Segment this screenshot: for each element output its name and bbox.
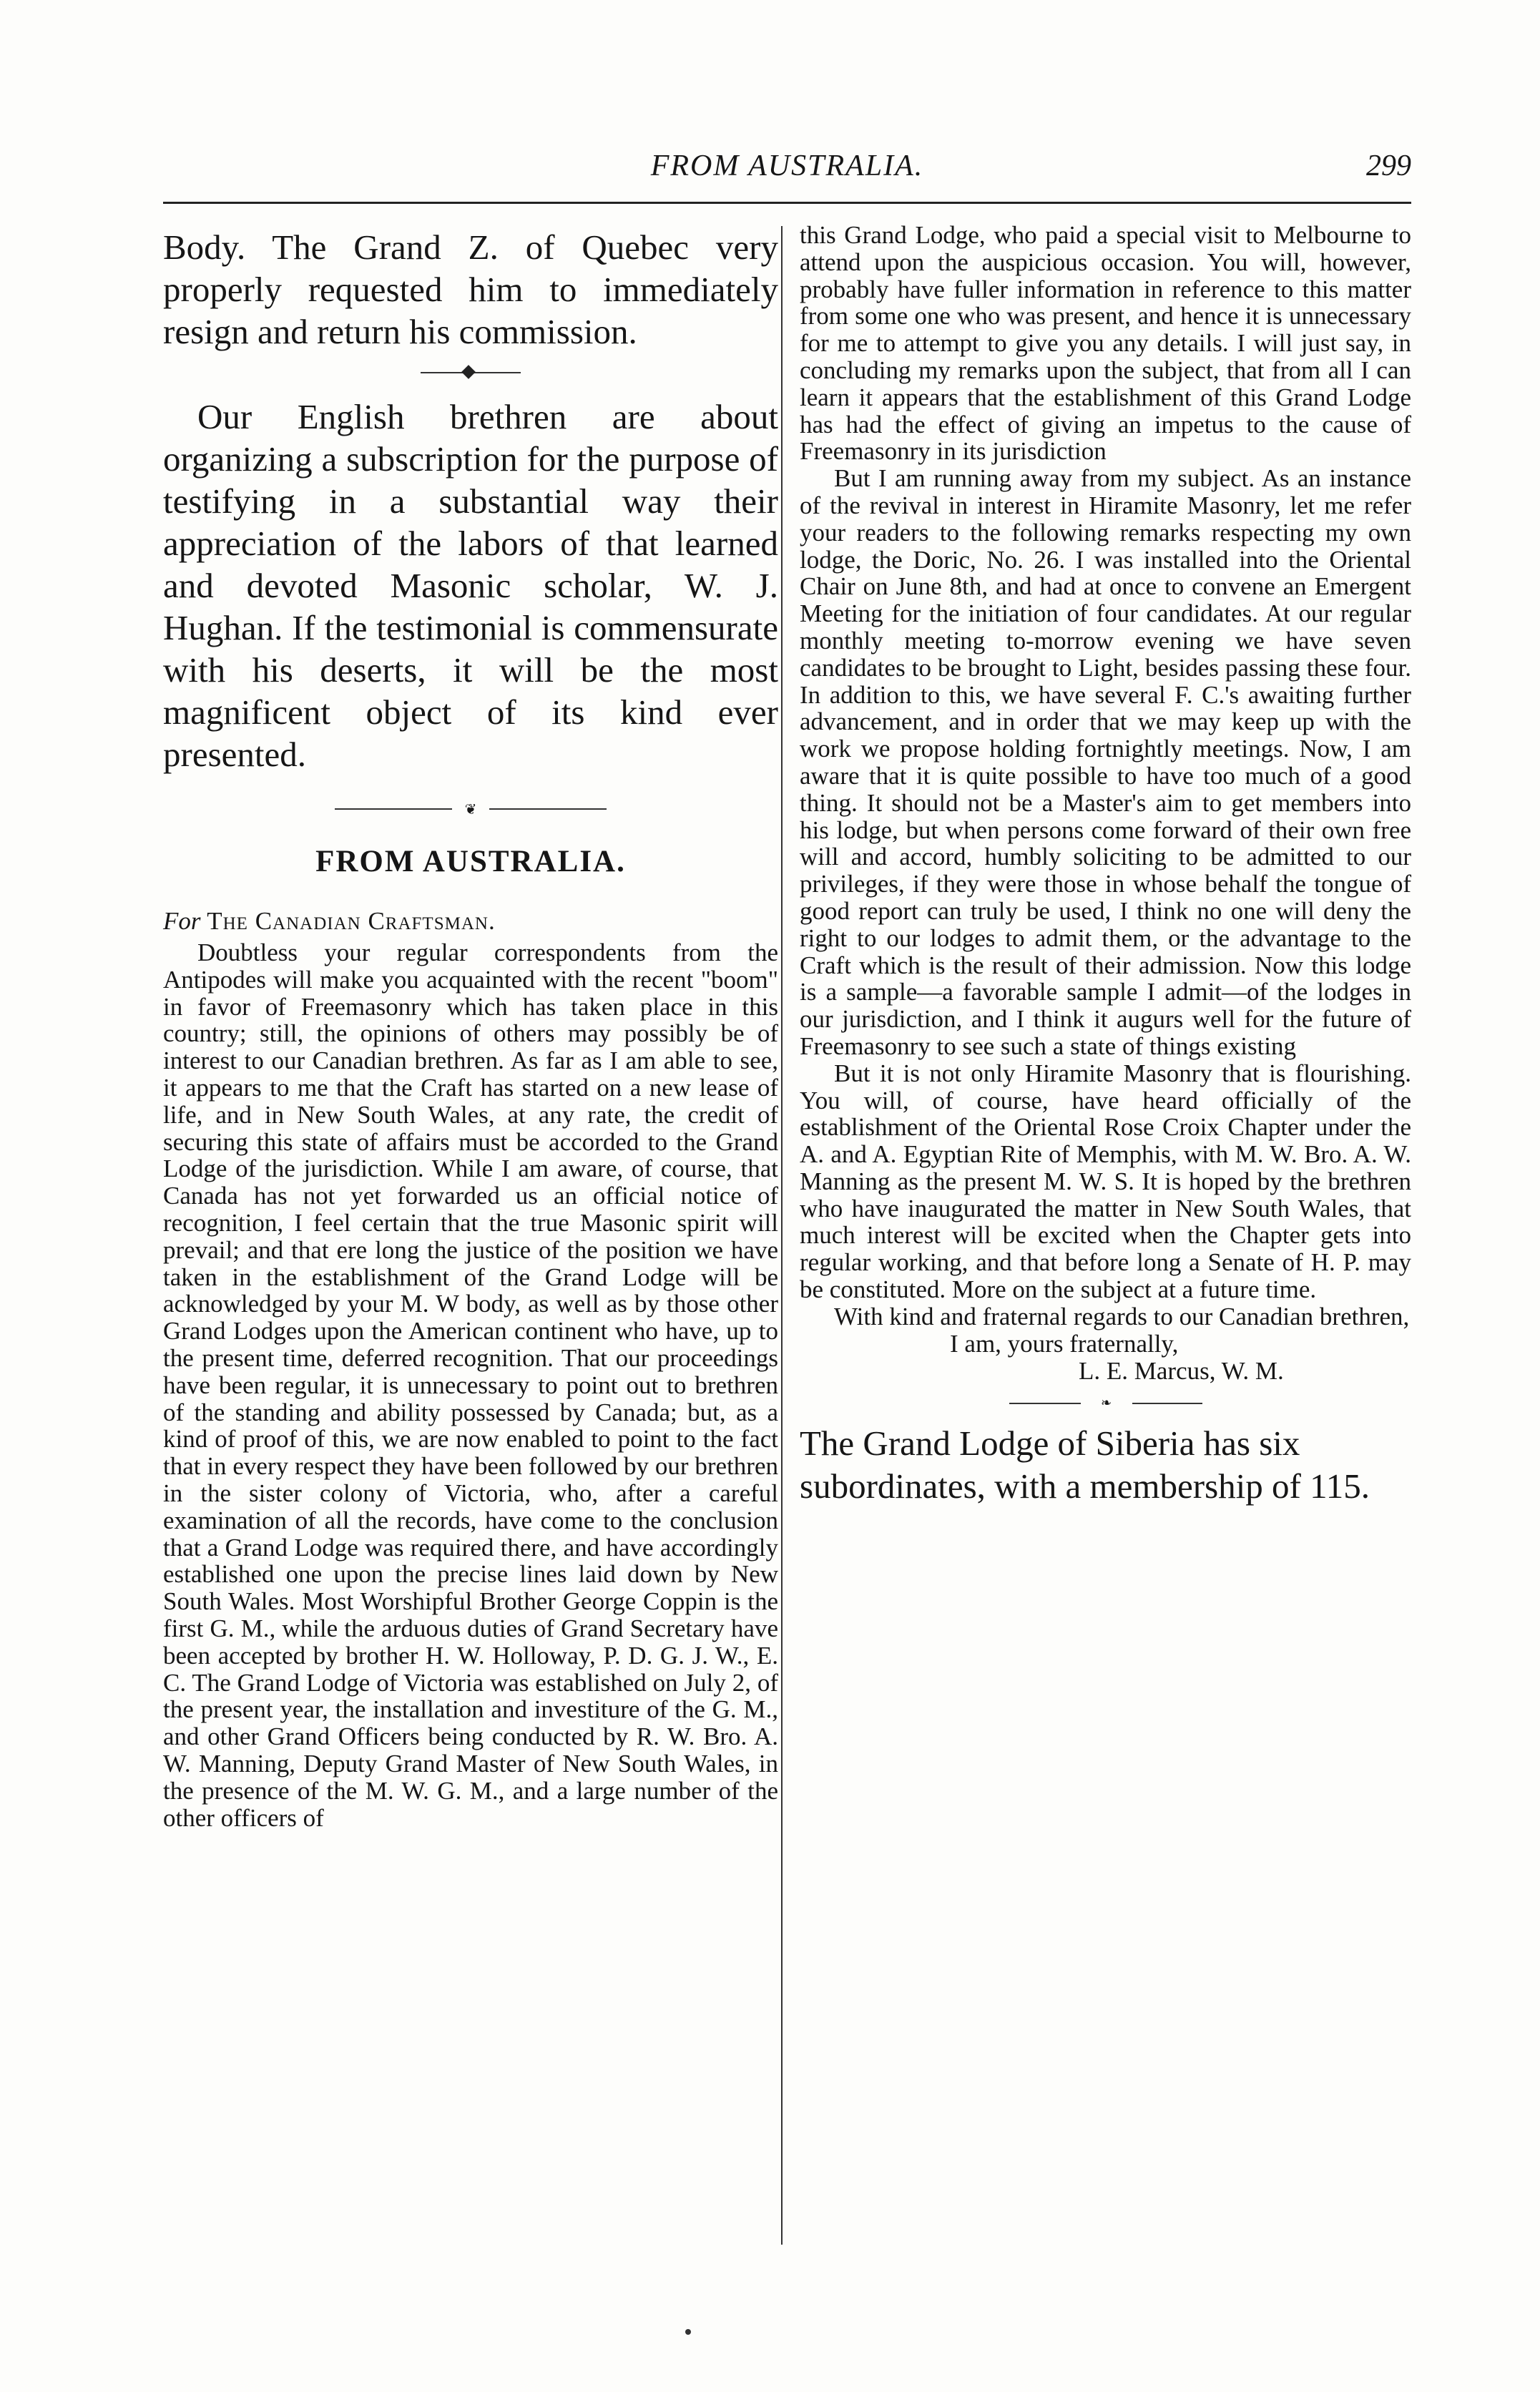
byline-for: For [163,907,201,935]
right-paragraph-1: this Grand Lodge, who paid a special visit to Melbourne to attend upon the auspicious occasion. You will, however, probably have fuller information in reference to this matter from some one who was present, and hence it is unnecessary for me to attempt to give you any details. I will just say, in concluding my remarks upon the subject, that from all I can learn it appears that the establishment of this Grand Lodge has had the effect of giving an impetus to the cause of Freemasonry in its jurisdiction [800,221,1411,466]
left-paragraph-3: Doubtless your regular correspondents from the Antipodes will make you acquainted with the recent "boom" in favor of Freemasonry which has taken place in this country; still, the opinions of others may possibly be of interest to our Canadian brethren. As far as I am able to see, it appears to me that the Craft has started on a new lease of life, and in New South Wales, at any rate, the credit of securing this state of affairs must be accorded to the Grand Lodge of the jurisdiction. While I am aware, of course, that Canada has not yet forwarded us an official notice of recognition, I feel certain that the true Masonic spirit will prevail; and that ere long the justice of the position we have taken in the establishment of the Grand Lodge will be acknowledged by your M. W body, as well as by those other Grand Lodges upon the American continent who have, up to the present time, deferred recognition. That our proceedings have been regular, it is unnecessary to point out to brethren of the standing and ability possessed by Canada; but, as a kind of proof of this, we are now enabled to point to the fact that in every respect they have been followed by our brethren in the sister colony of Victoria, who, after a careful examination of all the records, have come to the conclusion that a Grand Lodge was required there, and have accordingly established one upon the precise lines laid down by New South Wales. Most Worshipful Brother George Coppin is the first G. M., while the arduous duties of Grand Secretary have been accepted by brother H. W. Holloway, P. D. G. J. W., E. C. The Grand Lodge of Victoria was established on July 2, of the present year, the installation and investiture of the G. M., and other Grand Officers being conducted by R. W. Bro. A. W. Manning, Deputy Grand Master of New South Wales, in the presence of the M. W. G. M., and a large number of the other officers of [163,938,778,1832]
signoff-name: L. E. Marcus, W. M. [1079,1356,1284,1385]
footer-dot [685,2329,691,2335]
right-paragraph-3: But it is not only Hiramite Masonry that is flourishing. You will, of course, have heard officially of the establishment of the Oriental Rose Croix Chapter under the A. and A. Egyptian Rite of Memphis, with M. W. Bro. A. W. Manning as the present M. W. S. It is hoped by the brethren who have inaugurated the matter in New South Wales, that much interest will be excited when the Chapter gets into regular working, and that before long a Senate of H. P. may be constituted. More on the subject at a future time. [800,1059,1411,1304]
right-column [800,222,1411,1508]
ornamental-divider-right [1009,1395,1202,1412]
right-paragraph-4: With kind and fraternal regards to our Canadian brethren, [834,1302,1410,1330]
byline-source: The Canadian Craftsman. [207,907,496,935]
page-header [163,149,1411,192]
diamond-icon [461,365,476,379]
running-title: FROM AUSTRALIA. [650,150,924,182]
left-paragraph-1: Body. The Grand Z. of Quebec very properly requested him to immediately resign and return his commission. [163,227,778,351]
section-title: FROM AUSTRALIA. [315,845,626,878]
column-divider [781,226,783,2245]
right-paragraph-2: But I am running away from my subject. As an instance of the revival in interest in Hiramite Masonry, let me refer your readers to the following remarks respecting my own lodge, the Doric, No. 26. I was installed into the Oriental Chair on June 8th, and had at once to convene an Emergent Meeting for the initiation of four candidates. At our regular monthly meeting to-morrow evening we have seven candidates to be brought to Light, besides passing these four. In addition to this, we have several F. C.'s awaiting further advancement, and in order that we may keep up with the work we propose holding fortnightly meetings. Now, I am aware that it is quite possible to have too much of a good thing. It should not be a Master's aim to get members into his lodge, but when persons come forward of their own free will and accord, humbly soliciting to be admitted to our privileges, if they were those in whose behalf the tongue of good report can truly be used, I think no one will deny the right to our lodges to admit them, or the advantage to the Craft which is the result of their admission. Now this lodge is a sample—a favorable sample I admit—of the lodges in our jurisdiction, and I think it augurs well for the future of Freemasonry to see such a state of things existing [800,464,1411,1060]
siberia-notice: The Grand Lodge of Siberia has six subordinates, with a membership of 115. [800,1423,1370,1506]
ornamental-divider [335,800,607,818]
ornament-icon: ❦ [452,803,489,815]
header-rule [163,202,1411,204]
diamond-divider [421,364,521,381]
byline [163,908,778,935]
left-column [163,226,778,1831]
page-number: 299 [1366,150,1411,182]
signoff-fraternally: I am, yours fraternally, [950,1329,1179,1358]
left-paragraph-2: Our English brethren are about organizing a subscription for the purpose of testifying in a substantial way their appreciation of the labors of that learned and devoted Masonic scholar, W. J. Hughan. If the testimonial is commensurate with his deserts, it will be the most magnificent object of its kind ever presented. [163,397,778,774]
ornament-icon: ❧ [1081,1396,1132,1411]
